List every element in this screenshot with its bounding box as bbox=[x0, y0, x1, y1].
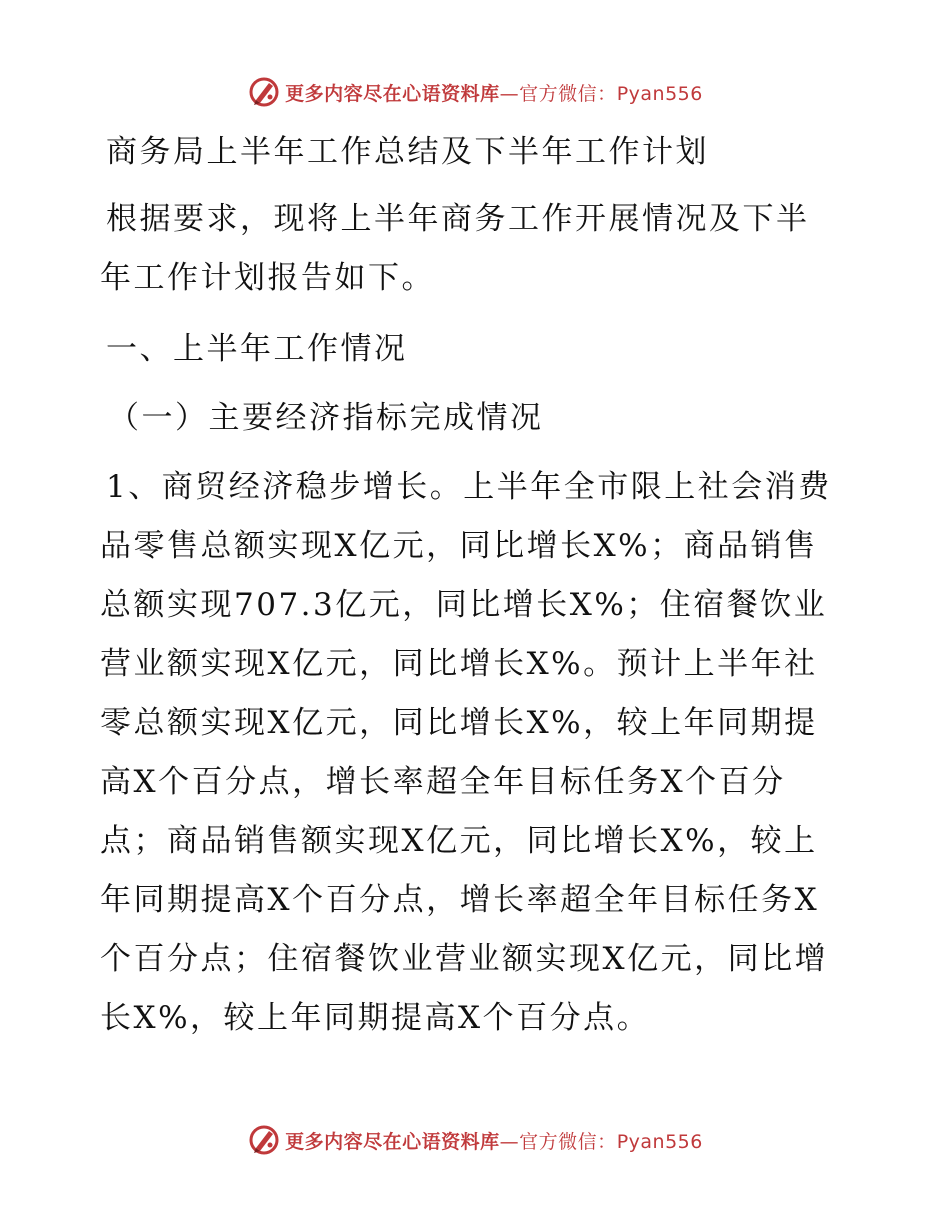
document-body bbox=[100, 120, 848, 1060]
red-pen-logo-icon bbox=[247, 75, 281, 109]
paragraph-line: 长X%，较上年同期提高X个百分点。 bbox=[100, 1000, 651, 1036]
banner-account: Pyan556 bbox=[616, 82, 703, 105]
section-heading: 一、上半年工作情况 bbox=[106, 331, 408, 367]
subsection-heading: （一）主要经济指标完成情况 bbox=[108, 400, 544, 436]
paragraph-line: 点；商品销售额实现X亿元，同比增长X%，较上 bbox=[100, 823, 818, 859]
red-pen-logo-icon bbox=[247, 1123, 281, 1157]
banner-text-cn: 更多内容尽在心语资料库 bbox=[285, 1130, 500, 1153]
intro-line: 根据要求，现将上半年商务工作开展情况及下半 bbox=[106, 201, 810, 237]
body-paragraph bbox=[100, 458, 848, 1048]
intro-line: 年工作计划报告如下。 bbox=[100, 260, 435, 296]
banner-text bbox=[285, 1127, 703, 1154]
paragraph-line: 品零售总额实现X亿元，同比增长X%；商品销售 bbox=[100, 528, 818, 564]
intro-paragraph bbox=[100, 190, 848, 308]
bottom-banner bbox=[0, 1120, 950, 1160]
banner-text-cn: 更多内容尽在心语资料库 bbox=[285, 82, 500, 105]
page-title: 商务局上半年工作总结及下半年工作计划 bbox=[106, 134, 709, 170]
banner-text bbox=[285, 79, 703, 106]
banner-account: Pyan556 bbox=[616, 1130, 703, 1153]
top-banner bbox=[0, 72, 950, 112]
paragraph-line: 零总额实现X亿元，同比增长X%，较上年同期提 bbox=[100, 705, 818, 741]
paragraph-line: 营业额实现X亿元，同比增长X%。预计上半年社 bbox=[100, 646, 818, 682]
paragraph-line: 高X个百分点，增长率超全年目标任务X个百分 bbox=[100, 764, 786, 800]
banner-wechat-label: 官方微信： bbox=[519, 1130, 617, 1153]
paragraph-line: 总额实现707.3亿元，同比增长X%；住宿餐饮业 bbox=[100, 587, 828, 623]
banner-wechat-label: 官方微信： bbox=[519, 82, 617, 105]
paragraph-line: 1、商贸经济稳步增长。上半年全市限上社会消费 bbox=[106, 469, 832, 505]
paragraph-line: 个百分点；住宿餐饮业营业额实现X亿元，同比增 bbox=[100, 941, 829, 977]
banner-separator: — bbox=[499, 82, 520, 105]
banner-separator: — bbox=[499, 1130, 520, 1153]
paragraph-line: 年同期提高X个百分点，增长率超全年目标任务X bbox=[100, 882, 820, 918]
